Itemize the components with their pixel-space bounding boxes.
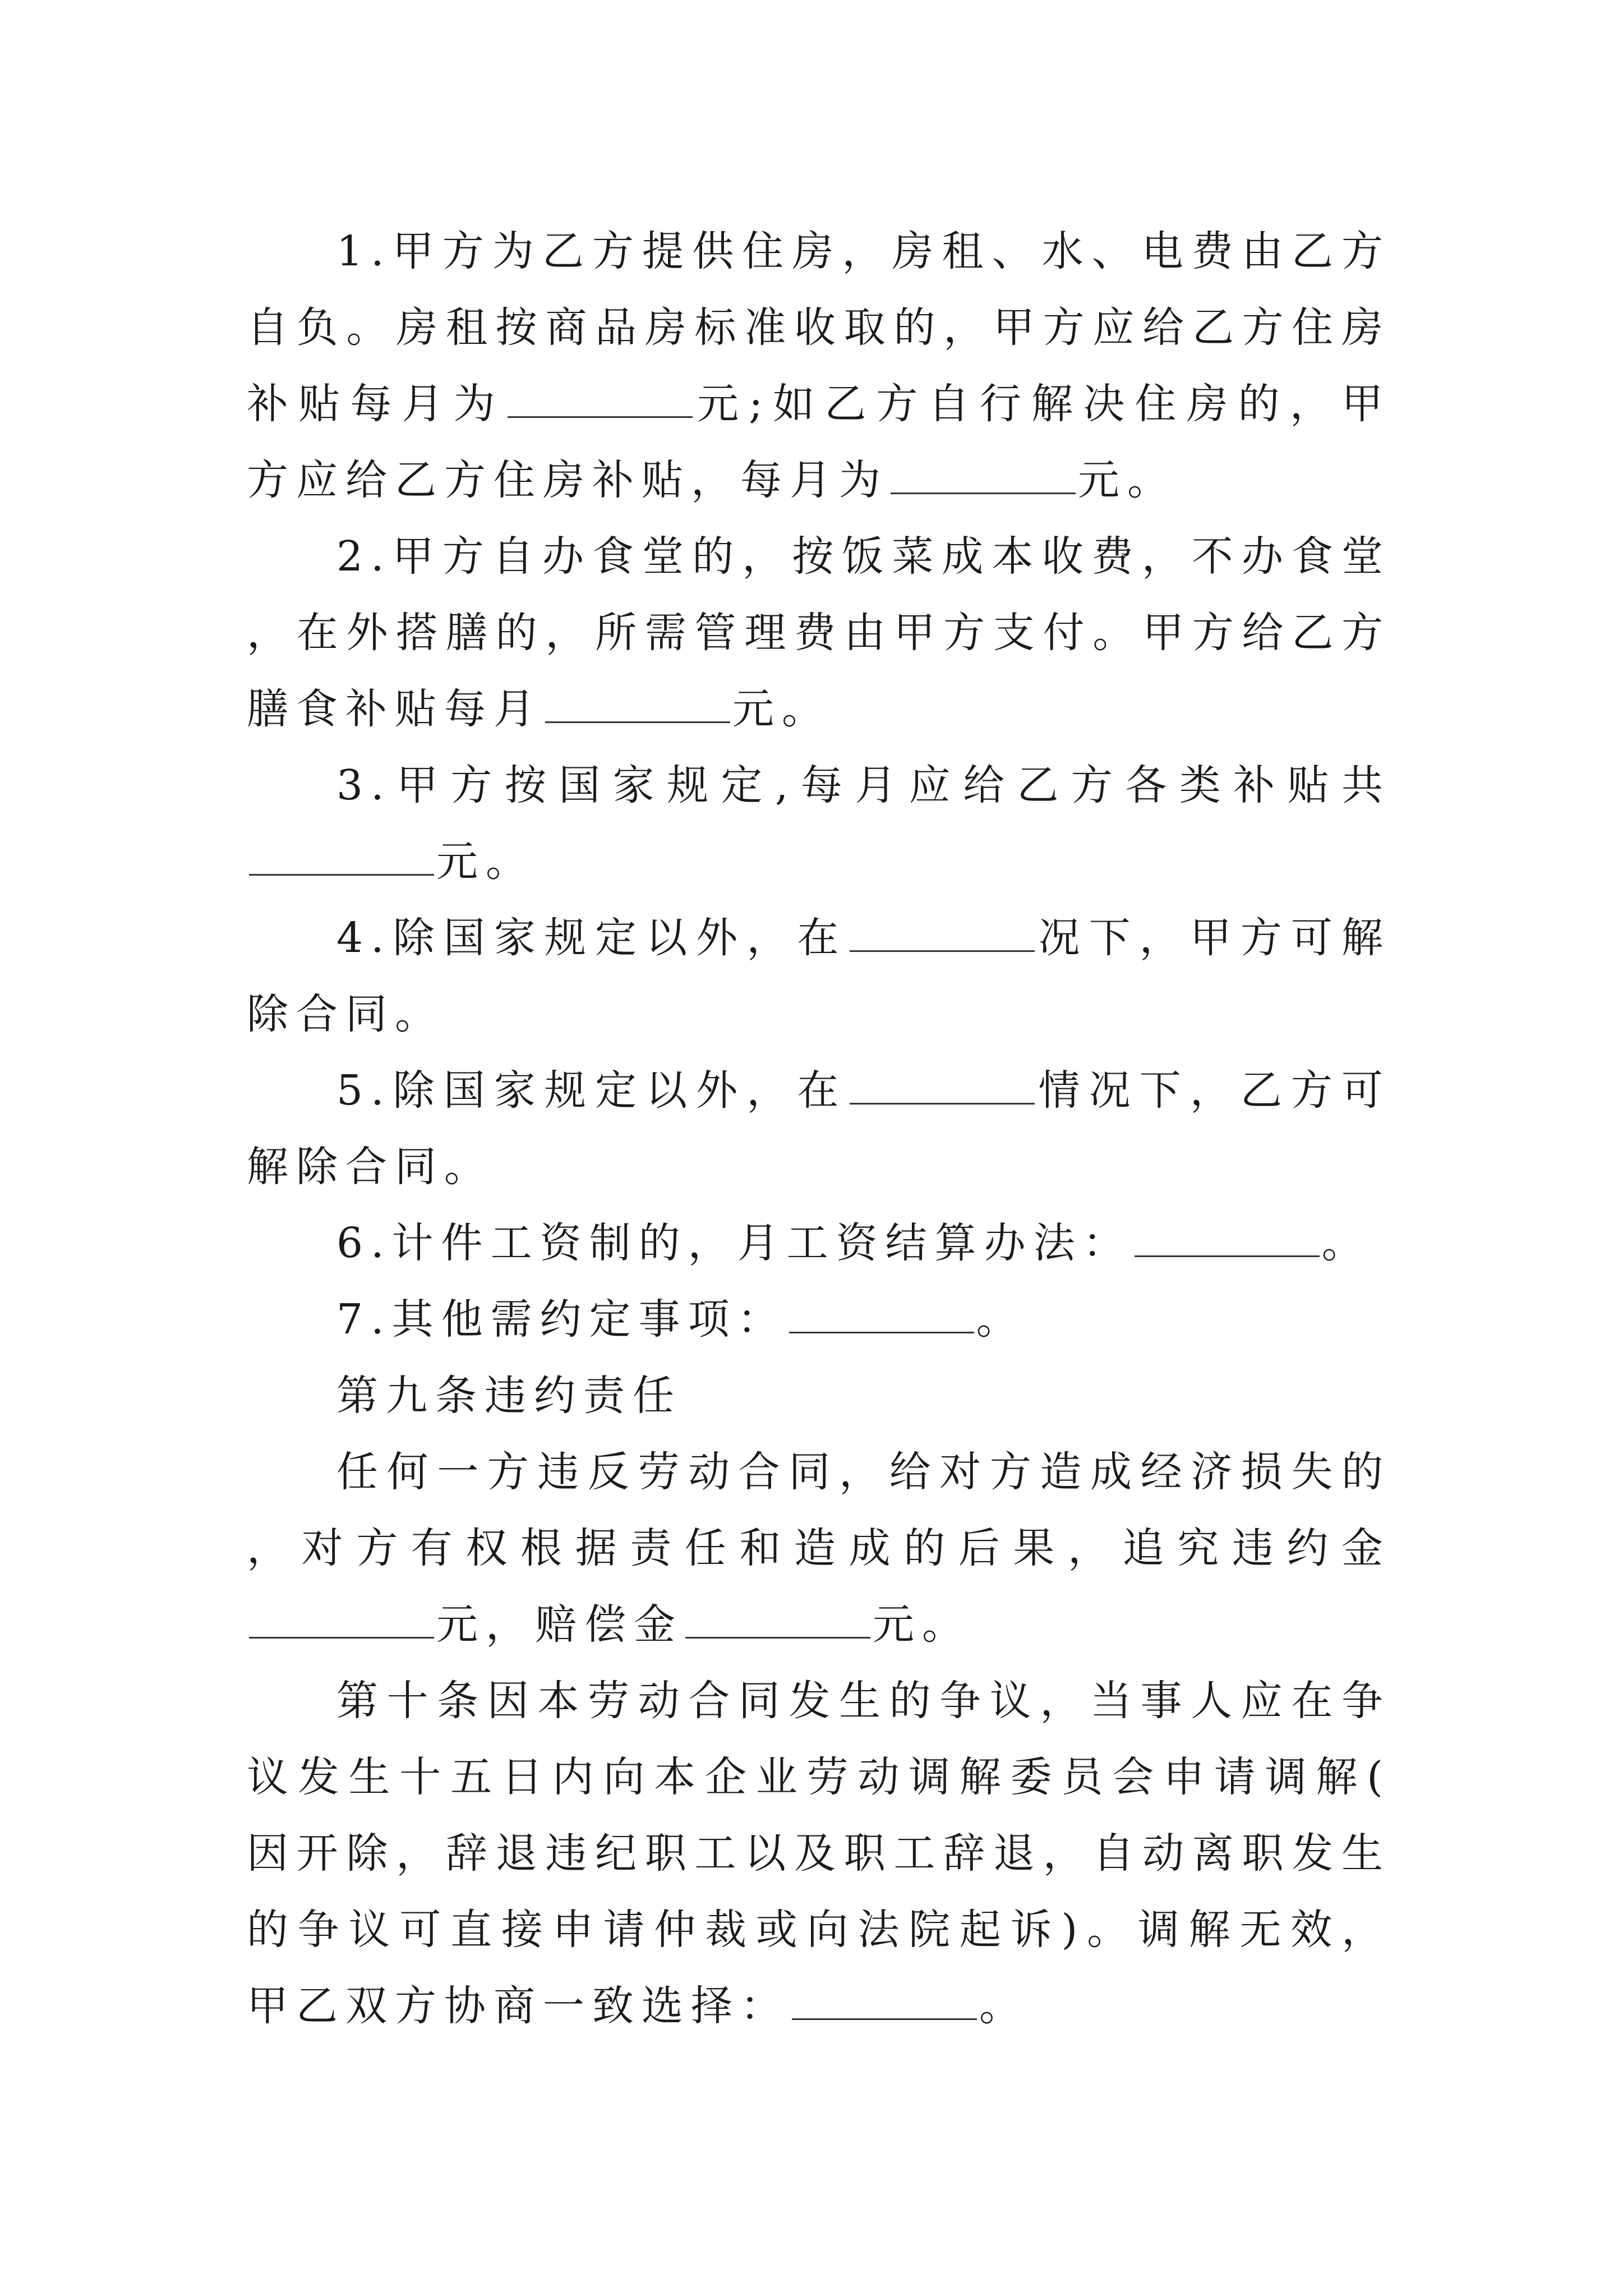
paragraph-text: 元;如乙方自行解决住房的，甲方应给乙方住房补贴，每月为: [247, 380, 1391, 504]
fill-in-blank[interactable]: [891, 459, 1076, 494]
paragraph-text: 况下，甲方可解除合同。: [247, 914, 1391, 1038]
fill-in-blank[interactable]: [1135, 1222, 1320, 1257]
paragraph-text: 。: [979, 1982, 1029, 2030]
paragraph-text: 元。: [732, 685, 831, 733]
paragraph-item-1: [247, 213, 1391, 518]
fill-in-blank[interactable]: [545, 688, 730, 723]
paragraph-text: 5.除国家规定以外，在: [336, 1066, 848, 1115]
paragraph-item-4: [247, 900, 1391, 1052]
fill-in-blank[interactable]: [508, 383, 693, 418]
paragraph-item-7: [247, 1281, 1391, 1358]
paragraph-text: 第九条违约责任: [336, 1372, 682, 1420]
paragraph-text: 4.除国家规定以外，在: [336, 914, 848, 962]
paragraph-text: 3.甲方按国家规定,每月应给乙方各类补贴共: [336, 761, 1391, 809]
paragraph-item-6: [247, 1205, 1391, 1281]
fill-in-blank[interactable]: [850, 917, 1035, 952]
paragraph-article-9-heading: [247, 1358, 1391, 1434]
paragraph-text: 第十条因本劳动合同发生的争议，当事人应在争议发生十五日内向本企业劳动调解委员会申请调解(因开除，辞退违纪职工以及职工辞退，自动离职发生的争议可直接申请仲裁或向法院起诉)。调解无效，甲乙双方协商一致选择：: [247, 1677, 1391, 2030]
paragraph-text: 。: [976, 1295, 1026, 1343]
paragraph-text: 元。: [1078, 456, 1177, 504]
fill-in-blank[interactable]: [685, 1603, 870, 1639]
paragraph-text: 元。: [873, 1600, 971, 1649]
paragraph-text: 情况下，乙方可解除合同。: [247, 1066, 1391, 1191]
paragraph-text: 。: [1321, 1219, 1371, 1267]
paragraph-text: 任何一方违反劳动合同，给对方造成经济损失的，对方有权根据责任和造成的后果，追究违约金: [247, 1448, 1391, 1572]
paragraph-item-2: [247, 518, 1391, 747]
paragraph-article-9-body: [247, 1434, 1391, 1663]
paragraph-text: 1.甲方为乙方提供住房，房租、水、电费由乙方自负。房租按商品房标准收取的，甲方应给乙方住房补贴每月为: [247, 227, 1391, 428]
fill-in-blank[interactable]: [789, 1298, 974, 1333]
paragraph-text: 2.甲方自办食堂的，按饭菜成本收费，不办食堂，在外搭膳的，所需管理费由甲方支付。甲方给乙方膳食补贴每月: [247, 532, 1391, 733]
paragraph-text: 元，赔偿金: [436, 1600, 683, 1649]
fill-in-blank[interactable]: [792, 1985, 977, 2020]
fill-in-blank[interactable]: [249, 1603, 434, 1639]
document-body: [247, 213, 1391, 2044]
paragraph-text: 6.计件工资制的，月工资结算办法：: [336, 1219, 1132, 1267]
fill-in-blank[interactable]: [850, 1069, 1035, 1105]
paragraph-text: 元。: [436, 838, 535, 886]
paragraph-item-3: [247, 747, 1391, 900]
fill-in-blank[interactable]: [249, 840, 434, 876]
paragraph-text: 7.其他需约定事项：: [336, 1295, 787, 1343]
paragraph-item-5: [247, 1052, 1391, 1205]
paragraph-article-10: [247, 1663, 1391, 2044]
